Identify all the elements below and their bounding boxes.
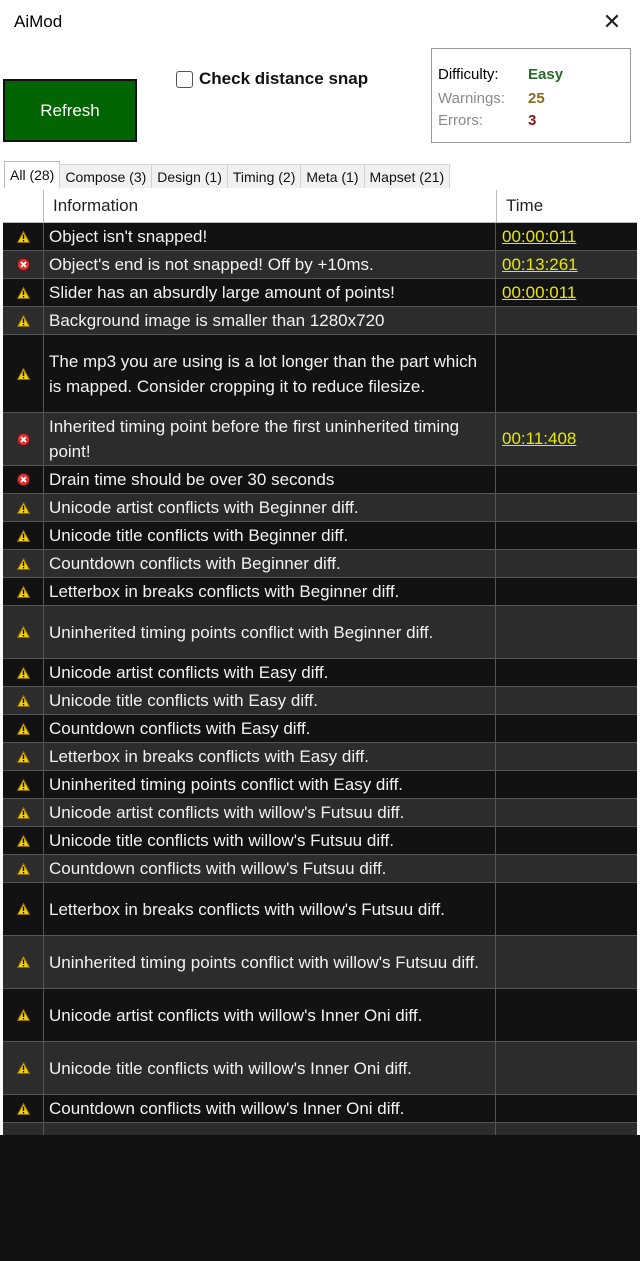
information-cell: Unicode title conflicts with willow's Inner Oni diff. [43,1042,496,1094]
error-icon [17,473,30,486]
warning-icon [17,903,30,915]
warning-icon [17,863,30,875]
information-cell: Uninherited timing points conflict with Easy diff. [43,771,496,798]
information-cell: Drain time should be over 30 seconds [43,466,496,493]
issue-row[interactable] [3,522,637,550]
severity-cell [3,494,44,521]
time-cell [496,659,637,686]
time-cell [496,466,637,493]
information-cell: Uninherited timing points conflict with Beginner diff. [43,606,496,658]
information-cell: Letterbox in breaks conflicts with Beginner diff. [43,578,496,605]
warning-icon [17,502,30,514]
time-cell [496,606,637,658]
warning-icon [17,667,30,679]
time-cell [496,413,637,465]
timestamp-link[interactable]: 00:13:261 [502,254,578,274]
issue-row[interactable] [3,335,637,413]
severity-cell [3,827,44,854]
information-cell: Object's end is not snapped! Off by +10ms. [43,251,496,278]
warning-icon [17,1103,30,1115]
tab-strip [4,160,449,188]
close-icon[interactable]: ✕ [602,9,622,34]
severity-cell [3,1042,44,1094]
issue-row[interactable] [3,578,637,606]
warnings-count: 25 [528,90,545,107]
warning-icon [17,626,30,638]
timestamp-link[interactable]: 00:00:011 [502,226,577,246]
checkbox-icon[interactable] [176,71,193,88]
information-cell: Uninherited timing points conflict with willow's Futsuu diff. [43,936,496,988]
severity-cell [3,743,44,770]
issue-row[interactable] [3,687,637,715]
information-cell: Unicode artist conflicts with willow's Futsuu diff. [43,799,496,826]
severity-cell [3,1095,44,1122]
warning-icon [17,723,30,735]
summary-panel [431,48,631,143]
issue-row[interactable] [3,989,637,1042]
time-cell [496,550,637,577]
warning-icon [17,558,30,570]
time-cell [496,936,637,988]
severity-cell [3,687,44,714]
tab-compose[interactable]: Compose (3) [59,164,152,188]
severity-cell [3,883,44,935]
time-cell [496,279,637,306]
issue-row[interactable] [3,827,637,855]
error-icon [17,433,30,446]
time-cell [496,989,637,1041]
information-cell: Background image is smaller than 1280x720 [43,307,496,334]
warning-icon [17,530,30,542]
warning-icon [17,1062,30,1074]
errors-label: Errors: [438,112,483,129]
warning-icon [17,231,30,243]
difficulty-label: Difficulty: [438,66,499,83]
issue-row[interactable] [3,279,637,307]
issue-row[interactable] [3,550,637,578]
warning-icon [17,779,30,791]
severity-cell [3,936,44,988]
time-cell [496,522,637,549]
severity-cell [3,550,44,577]
severity-cell [3,855,44,882]
distance-snap-label: Check distance snap [199,69,369,88]
grid-header [3,190,637,223]
time-cell [496,335,637,412]
time-cell [496,715,637,742]
severity-cell [3,413,44,465]
severity-cell [3,989,44,1041]
errors-count: 3 [528,112,537,129]
warnings-label: Warnings: [438,90,505,107]
information-cell: Unicode title conflicts with Beginner diff. [43,522,496,549]
information-cell: Inherited timing point before the first uninherited timing point! [43,413,496,465]
severity-cell [3,522,44,549]
tab-mapset[interactable]: Mapset (21) [364,164,451,188]
issue-row[interactable] [3,771,637,799]
severity-cell [3,799,44,826]
warning-icon [17,1009,30,1021]
severity-cell [3,335,44,412]
severity-cell [3,307,44,334]
issue-row[interactable] [3,659,637,687]
information-cell: Countdown conflicts with Beginner diff. [43,550,496,577]
information-cell: Unicode title conflicts with willow's Futsuu diff. [43,827,496,854]
issue-row[interactable] [3,883,637,936]
issues-grid [3,190,637,1132]
timestamp-link[interactable]: 00:11:408 [502,429,577,448]
time-cell [496,1095,637,1122]
distance-snap-checkbox[interactable] [176,69,368,89]
warning-icon [17,956,30,968]
warning-icon [17,368,30,380]
warning-icon [17,751,30,763]
issue-row[interactable] [3,799,637,827]
error-icon [17,258,30,271]
issue-row[interactable] [3,413,637,466]
time-cell [496,743,637,770]
information-cell: Letterbox in breaks conflicts with Easy diff. [43,743,496,770]
issue-row[interactable] [3,743,637,771]
issue-row[interactable] [3,1042,637,1095]
information-cell: Unicode artist conflicts with Easy diff. [43,659,496,686]
severity-cell [3,279,44,306]
information-cell: Countdown conflicts with willow's Inner Oni diff. [43,1095,496,1122]
severity-cell [3,715,44,742]
refresh-button[interactable]: Refresh [3,79,137,142]
time-cell [496,223,637,250]
time-cell [496,855,637,882]
information-cell: Countdown conflicts with willow's Futsuu diff. [43,855,496,882]
tab-timing[interactable]: Timing (2) [227,164,302,188]
issue-row[interactable] [3,855,637,883]
information-cell: Countdown conflicts with Easy diff. [43,715,496,742]
empty-grid-area [0,1135,640,1261]
information-cell: Unicode title conflicts with Easy diff. [43,687,496,714]
issue-row[interactable] [3,307,637,335]
warning-icon [17,315,30,327]
issue-row[interactable] [3,466,637,494]
time-cell [496,251,637,278]
severity-cell [3,578,44,605]
tab-design[interactable]: Design (1) [151,164,228,188]
warning-icon [17,586,30,598]
warning-icon [17,287,30,299]
information-cell: Slider has an absurdly large amount of points! [43,279,496,306]
window-title: AiMod [14,12,63,31]
warning-icon [17,835,30,847]
severity-cell [3,251,44,278]
information-cell: The mp3 you are using is a lot longer than the part which is mapped. Consider cropping it to reduce filesize. [43,335,496,412]
title-bar[interactable] [0,0,640,44]
tab-all[interactable]: All (28) [4,161,60,188]
issue-row[interactable] [3,1095,637,1123]
timestamp-link[interactable]: 00:00:011 [502,282,577,302]
time-cell [496,307,637,334]
time-cell [496,827,637,854]
information-cell: Unicode artist conflicts with Beginner diff. [43,494,496,521]
issue-row[interactable] [3,494,637,522]
issue-row[interactable] [3,606,637,659]
severity-cell [3,606,44,658]
time-cell [496,883,637,935]
column-header-information[interactable]: Information [43,190,496,222]
time-cell [496,687,637,714]
issue-row[interactable] [3,936,637,989]
severity-cell [3,223,44,250]
information-cell: Letterbox in breaks conflicts with willow's Futsuu diff. [43,883,496,935]
information-cell: Object isn't snapped! [43,223,496,250]
severity-cell [3,659,44,686]
time-cell [496,494,637,521]
column-header-time[interactable]: Time [496,190,637,222]
time-cell [496,799,637,826]
severity-cell [3,771,44,798]
information-cell: Unicode artist conflicts with willow's Inner Oni diff. [43,989,496,1041]
time-cell [496,578,637,605]
time-cell [496,771,637,798]
time-cell [496,1042,637,1094]
difficulty-value: Easy [528,66,564,83]
tab-meta[interactable]: Meta (1) [300,164,364,188]
issue-row[interactable] [3,223,637,251]
issue-row[interactable] [3,251,637,279]
severity-cell [3,466,44,493]
warning-icon [17,807,30,819]
warning-icon [17,695,30,707]
issue-row[interactable] [3,715,637,743]
